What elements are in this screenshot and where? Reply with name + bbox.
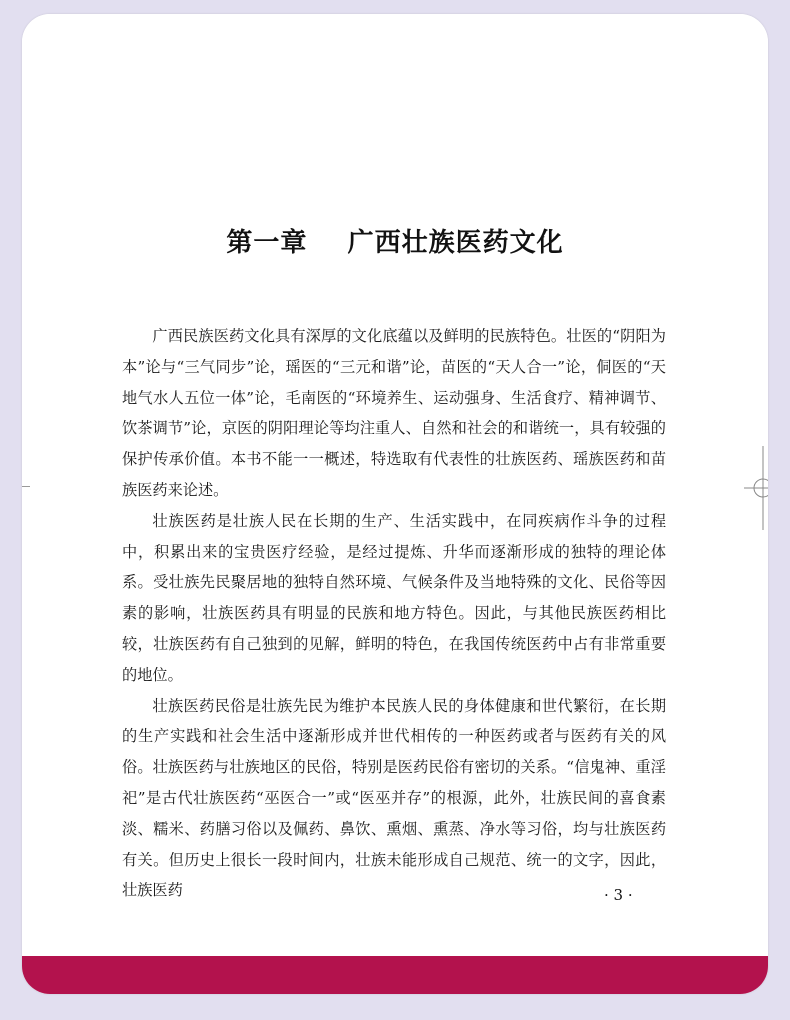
body-text [122,321,666,906]
paragraph-3: 壮族医药民俗是壮族先民为维护本民族人民的身体健康和世代繁衍，在长期的生产实践和社会生活中逐渐形成并世代相传的一种医药或者与医药有关的风俗。壮族医药与壮族地区的民俗，特别是医药民俗有密切的关系。“信鬼神、重淫祀”是古代壮族医药“巫医合一”或“医巫并存”的根源，此外，壮族民间的喜食素淡、糯米、药膳习俗以及佩药、鼻饮、熏烟、熏蒸、净水等习俗，均与壮族医药有关。但历史上很长一段时间内，壮族未能形成自己规范、统一的文字，因此，壮族医药 [122,696,666,900]
page-sheet [22,14,768,954]
book-page-card [22,14,768,994]
registration-crosshair-icon [738,446,768,530]
chapter-title: 第一章 广西壮族医药文化 [226,228,564,258]
paragraph-1: 广西民族医药文化具有深厚的文化底蕴以及鲜明的民族特色。壮医的“阴阳为本”论与“三气同步”论，瑶医的“三元和谐”论，苗医的“天人合一”论，侗医的“天地气水人五位一体”论，毛南医的“环境养生、运动强身、生活食疗、精神调节、饮茶调节”论，京医的阴阳理论等均注重人、自然和社会的和谐统一，具有较强的保护传承价值。本书不能一一概述，特选取有代表性的壮族医药、瑶族医药和苗族医药来论述。 [122,327,666,499]
left-crop-tick [22,486,30,487]
paragraph-2: 壮族医药是壮族人民在长期的生产、生活实践中，在同疾病作斗争的过程中，积累出来的宝贵医疗经验，是经过提炼、升华而逐渐形成的独特的理论体系。受壮族先民聚居地的独特自然环境、气候条件及当地特殊的文化、民俗等因素的影响，壮族医药具有明显的民族和地方特色。因此，与其他民族医药相比较，壮族医药有自己独到的见解，鲜明的特色，在我国传统医药中占有非常重要的地位。 [122,511,666,684]
bottom-color-band [22,956,768,994]
page-number: · 3 · [604,886,633,904]
